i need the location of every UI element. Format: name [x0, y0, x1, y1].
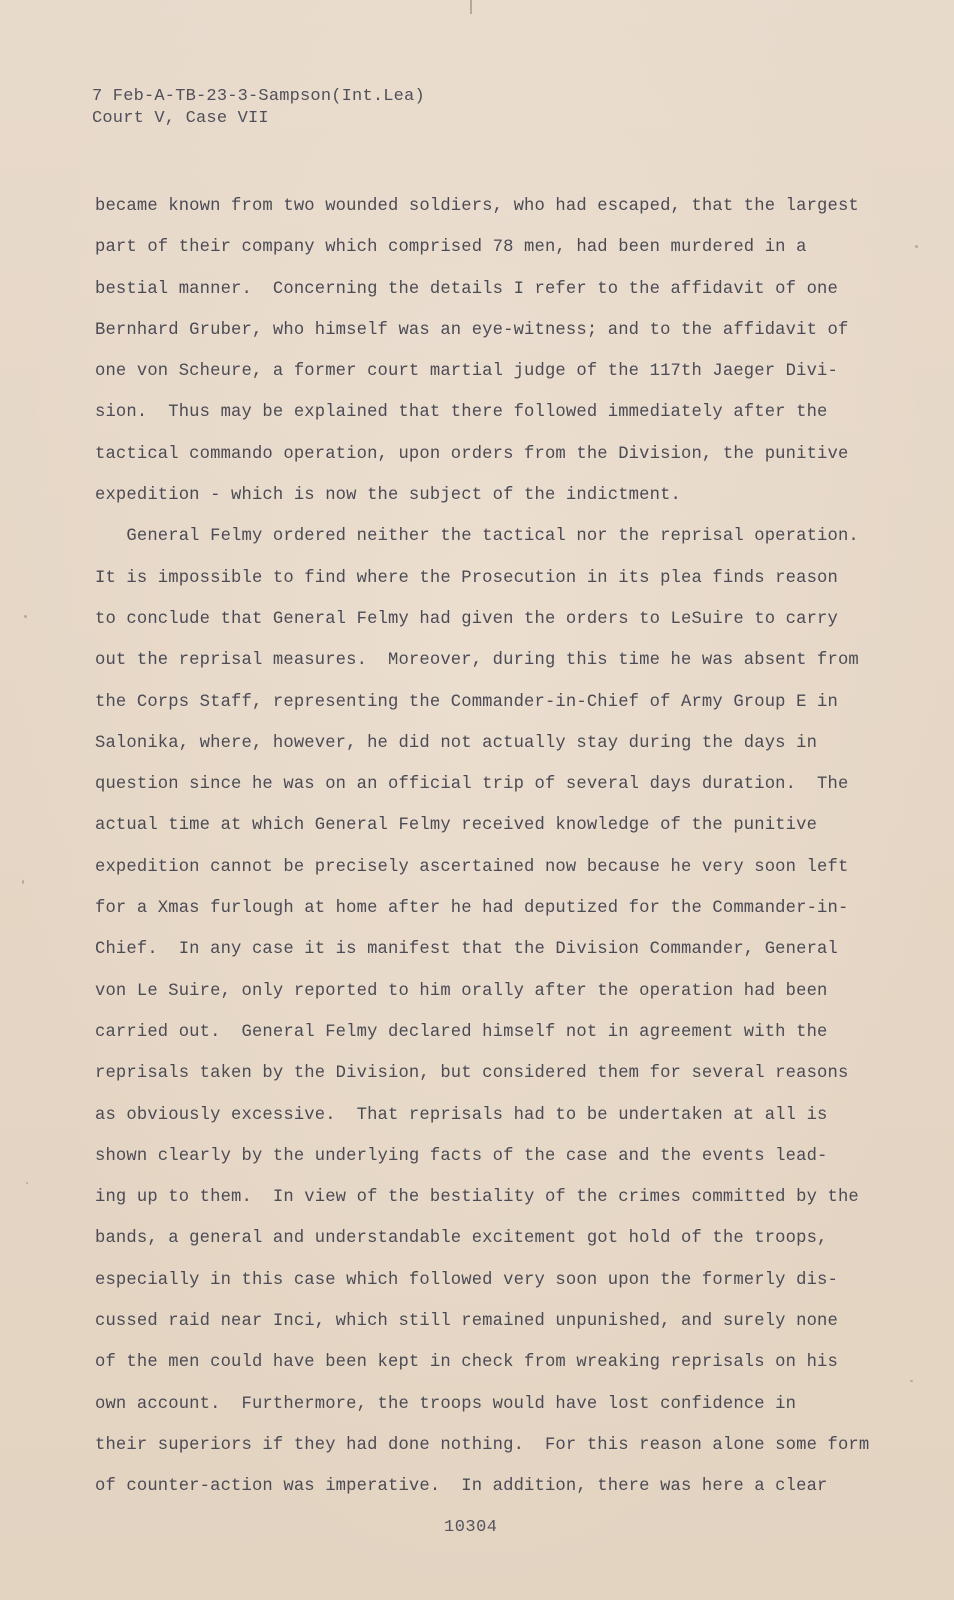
paper-speck — [910, 1380, 913, 1382]
paper-speck — [24, 615, 27, 618]
body-text — [95, 186, 870, 1508]
fold-mark — [470, 0, 472, 14]
body-line: as obviously excessive. That reprisals had to be undertaken at all is — [95, 1105, 828, 1125]
body-line: one von Scheure, a former court martial judge of the 117th Jaeger Divi- — [95, 362, 838, 382]
body-line: It is impossible to find where the Prosecution in its plea finds reason — [95, 568, 838, 588]
header-reference: 7 Feb-A-TB-23-3-Sampson(Int.Lea) — [92, 87, 425, 106]
body-line: von Le Suire, only reported to him orally after the operation had been — [95, 981, 828, 1001]
body-line: cussed raid near Inci, which still remained unpunished, and surely none — [95, 1312, 838, 1332]
body-line: carried out. General Felmy declared himself not in agreement with the — [95, 1022, 828, 1042]
body-line: especially in this case which followed very soon upon the formerly dis- — [95, 1270, 838, 1290]
paper-speck — [22, 880, 24, 884]
header-court-case: Court V, Case VII — [92, 109, 269, 128]
body-line: out the reprisal measures. Moreover, during this time he was absent from — [95, 651, 859, 671]
body-line: the Corps Staff, representing the Commander-in-Chief of Army Group E in — [95, 692, 838, 712]
body-line: Salonika, where, however, he did not actually stay during the days in — [95, 733, 818, 753]
paper-speck — [915, 245, 918, 248]
body-line: tactical commando operation, upon orders from the Division, the punitive — [95, 444, 849, 464]
body-line: to conclude that General Felmy had given the orders to LeSuire to carry — [95, 609, 838, 629]
body-line: Chief. In any case it is manifest that the Division Commander, General — [95, 940, 838, 960]
body-line: question since he was on an official trip of several days duration. The — [95, 775, 849, 795]
body-line: expedition cannot be precisely ascertained now because he very soon left — [95, 857, 849, 877]
body-line: of the men could have been kept in check from wreaking reprisals on his — [95, 1353, 838, 1373]
page-number: 10304 — [444, 1518, 498, 1537]
body-line: expedition - which is now the subject of the indictment. — [95, 486, 681, 506]
paper-speck — [26, 1182, 28, 1184]
body-line: their superiors if they had done nothing. For this reason alone some form — [95, 1435, 870, 1455]
body-line: bands, a general and understandable excitement got hold of the troops, — [95, 1229, 828, 1249]
body-line: ing up to them. In view of the bestiality of the crimes committed by the — [95, 1188, 859, 1208]
body-line: reprisals taken by the Division, but considered them for several reasons — [95, 1064, 849, 1084]
body-line: part of their company which comprised 78 men, had been murdered in a — [95, 238, 807, 258]
document-header — [92, 86, 425, 130]
body-line: shown clearly by the underlying facts of the case and the events lead- — [95, 1146, 828, 1166]
body-line: actual time at which General Felmy received knowledge of the punitive — [95, 816, 818, 836]
body-line: General Felmy ordered neither the tactical nor the reprisal operation. — [95, 527, 859, 547]
body-line: sion. Thus may be explained that there followed immediately after the — [95, 403, 828, 423]
body-line: bestial manner. Concerning the details I refer to the affidavit of one — [95, 279, 838, 299]
body-line: of counter-action was imperative. In addition, there was here a clear — [95, 1477, 828, 1497]
body-line: own account. Furthermore, the troops would have lost confidence in — [95, 1394, 797, 1414]
body-line: became known from two wounded soldiers, who had escaped, that the largest — [95, 197, 859, 216]
body-line: for a Xmas furlough at home after he had deputized for the Commander-in- — [95, 899, 849, 919]
body-line: Bernhard Gruber, who himself was an eye-witness; and to the affidavit of — [95, 320, 849, 340]
